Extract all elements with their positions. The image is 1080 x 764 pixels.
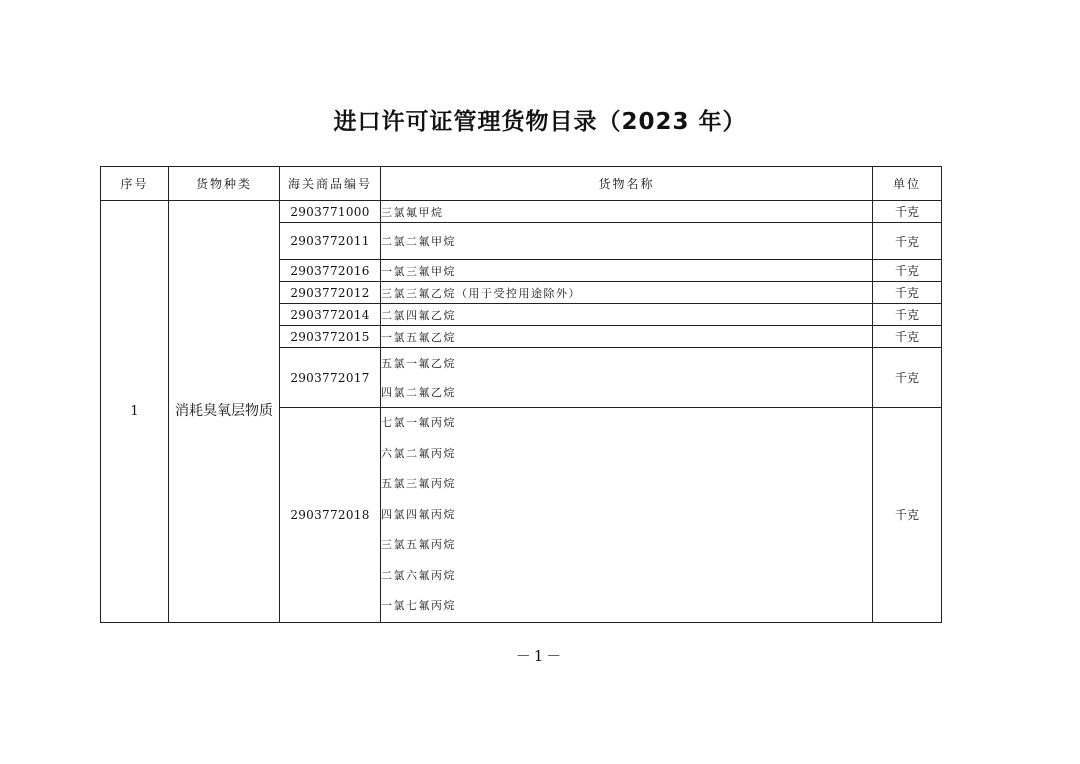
customs-code-cell: 2903772012 <box>280 282 381 304</box>
seq-cell: 1 <box>101 201 169 623</box>
goods-name: 二氯二氟甲烷 <box>381 235 456 248</box>
header-customs-code: 海关商品编号 <box>280 167 381 201</box>
goods-name-cell <box>381 304 873 326</box>
goods-name: 一氯五氟乙烷 <box>381 330 456 344</box>
goods-name: 四氯四氟丙烷 <box>381 507 456 521</box>
customs-code-cell: 2903772016 <box>280 260 381 282</box>
goods-name-cell <box>381 326 873 348</box>
header-goods-type: 货物种类 <box>169 167 280 201</box>
goods-name-cell <box>381 408 873 623</box>
customs-code-cell: 2903772015 <box>280 326 381 348</box>
goods-name: 六氯二氟丙烷 <box>381 446 456 460</box>
goods-name-cell <box>381 260 873 282</box>
unit-cell: 千克 <box>873 304 942 326</box>
goods-name: 五氯三氟丙烷 <box>381 477 456 490</box>
table-row <box>101 201 942 223</box>
customs-code-cell: 2903772011 <box>280 223 381 260</box>
goods-name: 二氯六氟丙烷 <box>381 568 456 582</box>
unit-cell: 千克 <box>873 223 942 260</box>
goods-name: 一氯七氟丙烷 <box>381 599 456 612</box>
customs-code-cell: 2903771000 <box>280 201 381 223</box>
unit-cell: 千克 <box>873 260 942 282</box>
unit-cell: 千克 <box>873 282 942 304</box>
header-unit: 单位 <box>873 167 942 201</box>
header-seq: 序号 <box>101 167 169 201</box>
page-number: －1－ <box>515 647 565 665</box>
customs-code-cell: 2903772017 <box>280 348 381 408</box>
customs-code-cell: 2903772014 <box>280 304 381 326</box>
goods-name: 一氯三氟甲烷 <box>381 264 456 278</box>
goods-name: 七氯一氟丙烷 <box>381 416 456 429</box>
goods-name-cell <box>381 282 873 304</box>
goods-name-cell <box>381 223 873 260</box>
unit-cell: 千克 <box>873 201 942 223</box>
goods-name-cell <box>381 201 873 223</box>
page-title: 进口许可证管理货物目录（2023 年） <box>333 109 747 135</box>
unit-cell: 千克 <box>873 348 942 408</box>
goods-catalog-table <box>100 166 942 623</box>
customs-code-cell: 2903772018 <box>280 408 381 623</box>
goods-name: 二氯四氟乙烷 <box>381 308 456 322</box>
goods-name: 三氯五氟丙烷 <box>381 538 456 551</box>
table-header-row <box>101 167 942 201</box>
goods-name: 四氯二氟乙烷 <box>381 385 456 399</box>
unit-cell: 千克 <box>873 408 942 623</box>
goods-type-cell: 消耗臭氧层物质 <box>169 201 280 623</box>
goods-name: 三氯氟甲烷 <box>381 205 444 219</box>
goods-name: 三氯三氟乙烷（用于受控用途除外） <box>381 286 581 300</box>
goods-name-cell <box>381 348 873 408</box>
header-goods-name: 货物名称 <box>381 167 873 201</box>
goods-name: 五氯一氟乙烷 <box>381 356 456 370</box>
unit-cell: 千克 <box>873 326 942 348</box>
